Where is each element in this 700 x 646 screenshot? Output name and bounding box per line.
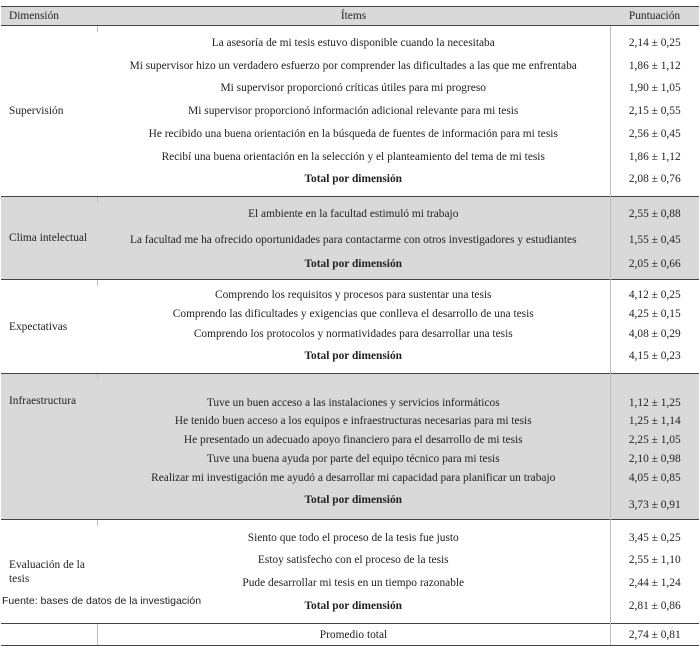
item-score: 2,10 ± 0,98: [610, 449, 699, 468]
header-items: Ítems: [97, 7, 610, 26]
total-label: Total por dimensión: [304, 173, 402, 185]
dimension-label: Evaluación de la tesis: [1, 520, 97, 624]
table-row: [1, 122, 699, 145]
table-row: [1, 77, 699, 99]
results-table: [1, 6, 699, 646]
table-row: [1, 549, 699, 571]
table-row: [1, 54, 699, 77]
table-row: [1, 203, 699, 225]
table-row: [1, 449, 699, 468]
table-row: [1, 304, 699, 323]
item-score: 4,08 ± 0,29: [610, 323, 699, 345]
item-score: 4,05 ± 0,85: [610, 468, 699, 487]
total-label: Total por dimensión: [97, 255, 610, 273]
item-text: Mi supervisor hizo un verdadero esfuerzo por comprender las dificultades a las que me enfrentaba: [129, 59, 577, 72]
average-score: 2,74 ± 0,81: [610, 624, 699, 646]
table-row: [1, 286, 699, 304]
item-text: He presentado un adecuado apoyo financiero para el desarrollo de mi tesis: [97, 430, 610, 449]
total-label: Total por dimensión: [97, 487, 610, 513]
item-score: 1,90 ± 1,05: [610, 77, 699, 99]
total-row: [1, 255, 699, 273]
group-clima-intelectual: [1, 197, 699, 280]
source-footnote: Fuente: bases de datos de la investigación: [2, 595, 202, 607]
item-text: He recibido una buena orientación en la búsqueda de fuentes de información para mi tesis: [148, 127, 558, 140]
item-text: Tuve una buena ayuda por parte del equipo técnico para mi tesis: [97, 449, 610, 468]
header-score: Puntuación: [610, 7, 699, 26]
average-section: [1, 624, 699, 646]
table-row: [1, 32, 699, 54]
group-evaluacion-tesis: [1, 520, 699, 624]
item-text: Siento que todo el proceso de la tesis fue justo: [247, 531, 459, 544]
group-expectativas: [1, 280, 699, 374]
table-row: [1, 145, 699, 168]
group-infraestructura: [1, 374, 699, 520]
group-supervision: [1, 26, 699, 197]
table-row: [1, 411, 699, 430]
item-score: 2,44 ± 1,24: [610, 571, 699, 594]
item-score: 1,55 ± 0,45: [610, 225, 699, 255]
table-row: [1, 380, 699, 411]
item-text: Estoy satisfecho con el proceso de la tesis: [257, 554, 449, 566]
table-row: [1, 571, 699, 594]
item-text: Comprendo los protocolos y normatividades para desarrollar una tesis: [193, 328, 513, 340]
dimension-label: Expectativas: [1, 280, 97, 374]
total-label: Total por dimensión: [304, 599, 402, 612]
item-score: 2,55 ± 1,10: [610, 549, 699, 571]
item-text: Pude desarrollar mi tesis en un tiempo razonable: [242, 576, 465, 589]
table-row: [1, 323, 699, 345]
table-row: [1, 99, 699, 122]
item-score: 2,14 ± 0,25: [610, 32, 699, 54]
dimension-label: Infraestructura: [1, 374, 97, 520]
total-score: 2,05 ± 0,66: [610, 255, 699, 273]
item-score: 4,12 ± 0,25: [610, 286, 699, 304]
item-text: Comprendo los requisitos y procesos para sustentar una tesis: [215, 289, 492, 301]
total-score: 2,81 ± 0,86: [610, 594, 699, 617]
table-row: [1, 526, 699, 549]
item-text: La facultad me ha ofrecido oportunidades para contactarme con otros investigadores y estudiantes: [97, 225, 610, 255]
item-text: Mi supervisor proporcionó críticas útiles para mi progreso: [220, 82, 486, 94]
total-row: [1, 487, 699, 513]
table-row: [1, 468, 699, 487]
item-score: 2,25 ± 1,05: [610, 430, 699, 449]
table-row: [1, 430, 699, 449]
total-label: Total por dimensión: [304, 350, 402, 362]
total-score: 2,08 ± 0,76: [610, 168, 699, 190]
average-row: [1, 624, 699, 646]
total-row: [1, 345, 699, 367]
table-header-row: [1, 7, 699, 26]
item-score: 1,12 ± 1,25: [610, 380, 699, 411]
dimension-label: Clima intelectual: [1, 197, 97, 280]
item-score: 2,15 ± 0,55: [610, 99, 699, 122]
item-text: Realizar mi investigación me ayudó a desarrollar mi capacidad para planificar un trabajo: [97, 468, 610, 487]
item-score: 1,86 ± 1,12: [610, 54, 699, 77]
item-score: 3,45 ± 0,25: [610, 526, 699, 549]
item-score: 4,25 ± 0,15: [610, 304, 699, 323]
total-score: 3,73 ± 0,91: [610, 487, 699, 513]
total-row: [1, 168, 699, 190]
average-label: Promedio total: [97, 624, 610, 646]
item-text: Mi supervisor proporcionó información adicional relevante para mi tesis: [188, 104, 519, 117]
item-text: El ambiente en la facultad estimuló mi trabajo: [97, 203, 610, 225]
total-score: 4,15 ± 0,23: [610, 345, 699, 367]
item-score: 2,56 ± 0,45: [610, 122, 699, 145]
table-row: [1, 225, 699, 255]
item-text: He tenido buen acceso a los equipos e infraestructuras necesarias para mi tesis: [97, 411, 610, 430]
item-text: Recibí una buena orientación en la selección y el planteamiento del tema de mi tesis: [161, 150, 545, 163]
item-score: 1,86 ± 1,12: [610, 145, 699, 168]
item-text: La asesoría de mi tesis estuvo disponible cuando la necesitaba: [211, 37, 495, 49]
dimension-label: Supervisión: [9, 105, 64, 117]
item-score: 2,55 ± 0,88: [610, 203, 699, 225]
header-dimension: Dimensión: [1, 7, 97, 26]
item-text: Comprendo las dificultades y exigencias que conlleva el desarrollo de una tesis: [172, 307, 534, 320]
item-text: Tuve un buen acceso a las instalaciones y servicios informáticos: [97, 380, 610, 411]
item-score: 1,25 ± 1,14: [610, 411, 699, 430]
